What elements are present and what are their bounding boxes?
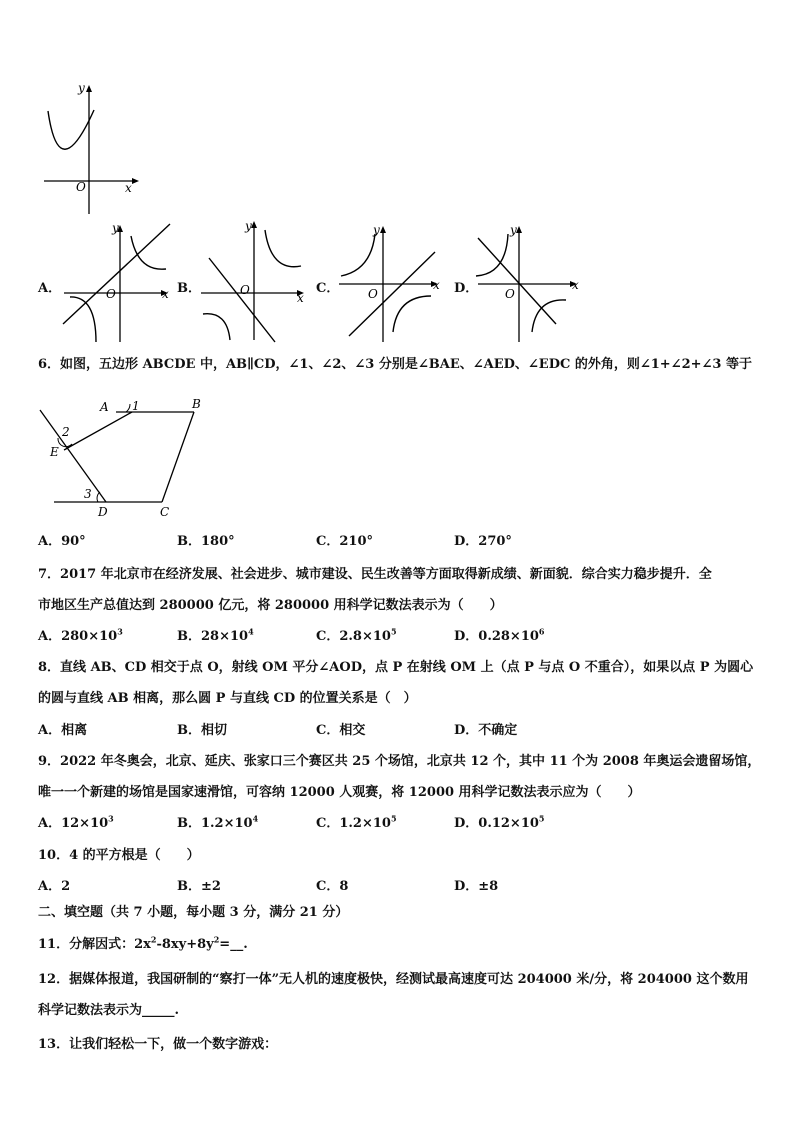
parabola-curve: [48, 110, 94, 149]
origin-label: O: [505, 287, 515, 301]
q9-option-d: D．$0.12\times 10^5$: [454, 813, 545, 831]
q6-option-c: C．210°: [316, 534, 373, 549]
q9-option-a: A．$12\times 10^3$: [38, 813, 114, 831]
q6-stem: 6．如图，五边形 ABCDE 中，AB∥CD，∠1、∠2、∠3 分别是∠BAE、∠AED、∠EDC 的外角，则∠1+∠2+∠3 等于: [38, 357, 752, 372]
vertex-e-label: E: [50, 445, 59, 459]
y-axis-arrow: [86, 85, 92, 92]
origin-label: O: [240, 283, 250, 297]
angle-2-label: 2: [62, 425, 70, 439]
q5-main-graph: [36, 78, 146, 218]
q8-stem-line1: 8．直线 AB、CD 相交于点 O，射线 OM 平分∠AOD，点 P 在射线 OM 上（点 P 与点 O 不重合），如果以点 P 为圆心: [38, 660, 754, 675]
origin-label: O: [368, 287, 378, 301]
angle-1-label: 1: [132, 399, 140, 413]
q8-option-a: A．相离: [38, 723, 88, 738]
x-label: x: [433, 278, 440, 292]
q8-option-d: D．不确定: [454, 723, 518, 738]
vertex-a-label: A: [100, 400, 109, 414]
q9-option-c: C．$1.2\times 10^5$: [316, 813, 397, 831]
y-label: y: [78, 81, 85, 95]
line-graph: [63, 224, 170, 324]
q7-option-a: A．$280\times 10^3$: [38, 626, 123, 644]
q7-option-c: C．$2.8\times 10^5$: [316, 626, 397, 644]
q9-stem-line2: 唯一一个新建的场馆是国家速滑馆，可容纳 12000 人观赛，将 12000 用科学记数法表示应为（ ）: [38, 785, 641, 800]
hyperbola-branch-lower: [203, 314, 230, 340]
vertex-b-label: B: [192, 397, 201, 411]
q8-option-c: C．相交: [316, 723, 366, 738]
angle-1-arc: [126, 404, 130, 412]
q10-stem: 10．4 的平方根是（ ）: [38, 848, 200, 863]
side-bc: [162, 412, 194, 502]
q11-stem: 11．分解因式：$2x^2-8xy+8y^2=\_\_$.: [38, 934, 248, 952]
hyperbola-branch-lower: [70, 297, 96, 342]
q8-stem-line2: 的圆与直线 AB 相离，那么圆 P 与直线 CD 的位置关系是（ ）: [38, 691, 417, 706]
y-axis-arrow: [251, 221, 257, 228]
q5-option-c-label: C．: [316, 281, 340, 296]
q10-option-a: A．2: [38, 879, 71, 894]
q6-option-a: A．90°: [38, 534, 86, 549]
x-axis-arrow: [132, 178, 139, 184]
q5-option-a-label: A．: [38, 281, 62, 296]
q13-stem: 13．让我们轻松一下，做一个数字游戏：: [38, 1037, 278, 1052]
x-label: x: [162, 287, 169, 301]
side-ea-extended: [64, 412, 132, 450]
q5-option-d-label: D．: [454, 281, 479, 296]
origin-label: O: [106, 287, 116, 301]
q5-option-d-graph: [474, 220, 590, 344]
q5-option-b-graph: [197, 216, 315, 344]
x-label: x: [125, 181, 132, 195]
q12-stem-line2: 科学记数法表示为_____.: [38, 1003, 180, 1018]
section-2-heading: 二、填空题（共 7 小题，每小题 3 分，满分 21 分）: [38, 905, 349, 920]
y-label: y: [112, 221, 119, 235]
q10-option-c: C．8: [316, 879, 349, 894]
line-graph: [209, 258, 275, 342]
x-label: x: [297, 291, 304, 305]
x-label: x: [572, 278, 579, 292]
q9-option-b: B．$1.2\times 10^4$: [177, 813, 259, 831]
y-axis-arrow: [380, 226, 386, 233]
q10-option-b: B．±2: [177, 879, 221, 894]
hyperbola-branch-lower: [393, 296, 431, 332]
q7-option-d: D．$0.28\times 10^6$: [454, 626, 545, 644]
hyperbola-branch-upper: [131, 236, 166, 269]
q10-option-d: D．±8: [454, 879, 499, 894]
y-label: y: [373, 223, 380, 237]
q6-option-b: B．180°: [177, 534, 235, 549]
q7-stem-line2: 市地区生产总值达到 280000 亿元，将 280000 用科学记数法表示为（ ）: [38, 598, 503, 613]
vertex-d-label: D: [98, 505, 108, 519]
y-label: y: [245, 219, 252, 233]
q5-option-a-graph: [58, 220, 178, 344]
line-graph: [478, 238, 556, 324]
q7-option-b: B．$28\times 10^4$: [177, 626, 254, 644]
y-label: y: [510, 223, 517, 237]
q5-option-b-label: B．: [177, 281, 201, 296]
q7-stem-line1: 7．2017 年北京市在经济发展、社会进步、城市建设、民生改善等方面取得新成绩、新面貌．综合实力稳步提升．全: [38, 567, 712, 582]
origin-label: O: [76, 180, 86, 194]
q6-pentagon-figure: [36, 392, 216, 522]
vertex-c-label: C: [160, 505, 170, 519]
q8-option-b: B．相切: [177, 723, 227, 738]
angle-3-label: 3: [84, 487, 92, 501]
q5-option-c-graph: [335, 220, 451, 344]
hyperbola-branch-upper: [265, 230, 301, 267]
y-axis-arrow: [516, 226, 522, 233]
hyperbola-branch-upper: [341, 234, 375, 276]
q9-stem-line1: 9．2022 年冬奥会，北京、延庆、张家口三个赛区共 25 个场馆，北京共 12 个，其中 11 个为 2008 年奥运会遗留场馆，: [38, 754, 761, 769]
q6-option-d: D．270°: [454, 534, 512, 549]
q12-stem-line1: 12．据媒体报道，我国研制的“察打一体”无人机的速度极快，经测试最高速度可达 204000 米/分，将 204000 这个数用: [38, 972, 749, 987]
